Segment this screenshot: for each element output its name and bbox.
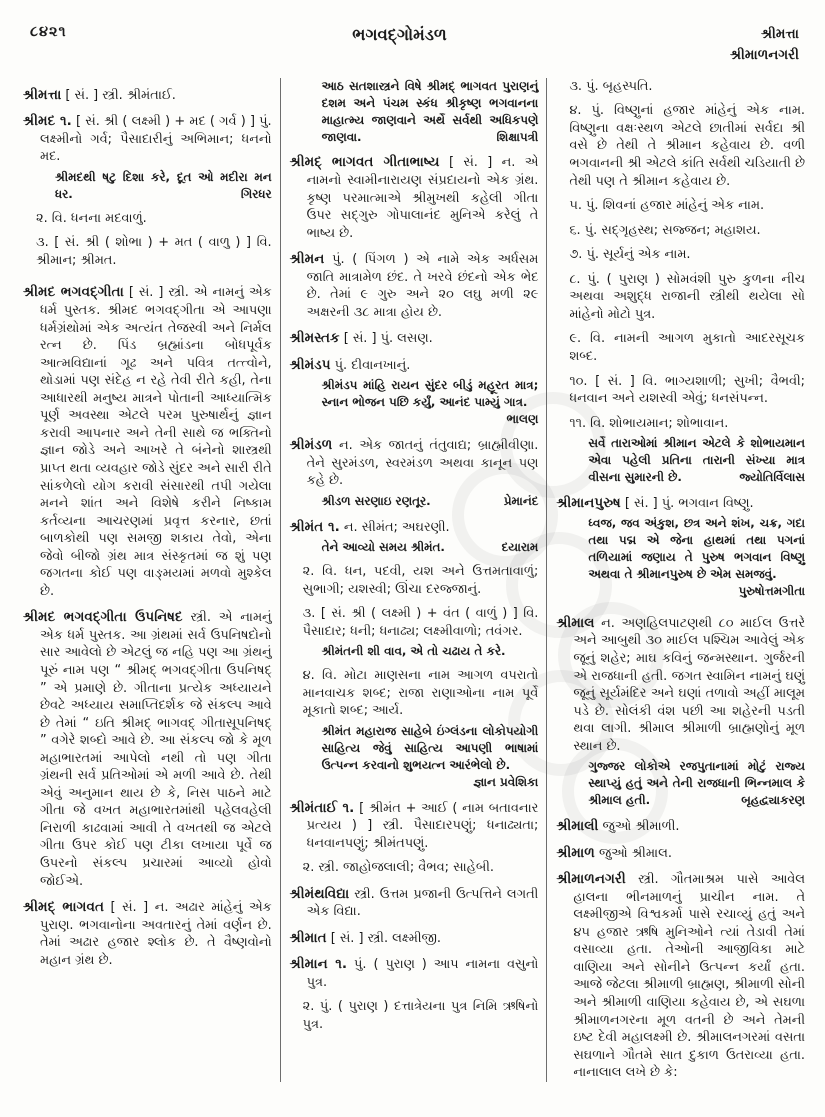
entry-body: [ સં. ] સ્ત્રી. શ્રીમંતાઈ. <box>65 87 176 103</box>
entry-body: [ સં. શ્રી ( લક્ષ્મી ) + મદ ( ગર્વ ) ] પું. લક્ષ્મીનો ગર્વ; પૈસાદારીનું અભિમાન; ધનનો મદ. <box>40 114 272 165</box>
quote-text: ધ્વજ, જવ અંકુશ, છત્ર અને શંખ, ચક્ર, ગદા તથા પદ્મ એ જેના હાથમાં તથા પગનાં તળિયામાં જણાય તે પુરુષ ભગવાન વિષ્ણુ અથવા તે શ્રીમાનપુરુષ છે એમ સમજવું. <box>588 516 806 582</box>
entry-body: ન. અણહિલપાટણથી ૮૦ માઈલ ઉત્તરે અને આબુથી ૩૦ માઈલ પશ્ચિમ આવેલું એક જૂનું શહેર; માઘ કવિનું જન્મસ્થાન. ગુર્જરની એ રાજધાની હતી. જગત સ્વામિન નામનું ઘણું જૂનું સૂર્યમંદિર અને ઘણાં તળાવો અહીં માલૂમ પડે છે. સોલંકી વંશ પછી આ શહેરની પડતી થવા લાગી. શ્રીમાલ શ્રીમાળી બ્રાહ્મણોનું મૂળ સ્થાન છે. <box>573 615 806 754</box>
dictionary-entry <box>290 153 539 242</box>
quote-text: શ્રીમંડપ માંહિ રાયન સુંદર બીડું મહૂરત માત્ર; સ્નાન ભોજન પછિ કર્યું, આનંદ પામ્યું ગાત્ર. <box>321 378 539 410</box>
sense-item: ૯. વિ. નામની આગળ મુકાતો આદરસૂચક શબ્દ. <box>569 331 806 364</box>
quotation <box>290 377 539 428</box>
dictionary-entry <box>290 799 539 853</box>
entry-headword: શ્રીમાત <box>289 929 327 946</box>
page-header <box>0 0 825 70</box>
entry-body: ન. સીમંત; અઘરણી. <box>343 519 450 535</box>
sense-item: ૨. સ્ત્રી. જાહોજલાલી; વૈભવ; સાહેબી. <box>302 860 495 876</box>
sense-item: ૧૦. [ સં. ] વિ. ભાગ્યશાળી; સુખી; વૈભવી; ધનવાન અને યશસ્વી એવું; ધનસંપન્ન. <box>569 373 806 407</box>
dictionary-entry <box>290 329 539 348</box>
sense-item: ૭. પું. સૂર્યનું એક નામ. <box>569 247 691 263</box>
column-2 <box>280 78 547 1082</box>
quotation <box>556 758 805 809</box>
entry-body: [ સં. ] સ્ત્રી. લક્ષ્મીજી. <box>330 930 441 946</box>
quote-attribution: પ્રેમાનંદ <box>503 493 539 508</box>
entry-headword: શ્રીમદ ભગવદ્ગીતા ઉપનિષદ <box>23 609 183 626</box>
quotation <box>290 539 539 556</box>
sense-item: ૩. પું. બૃહસ્પતિ. <box>569 78 653 94</box>
entry-headword: શ્રીમંડળ <box>289 437 333 454</box>
entry-body: [ સં. ] ન. એ નામનો સ્વામીનારાયણ સંપ્રદાયનો એક ગ્રંથ. કૃષ્ણ પરમાત્માએ શ્રીમુખથી કહેલી ગીતા ઉપર સદ્ગુરુ ગોપાલાનંદ મુનિએ કરેલું તે ભાષ્ય છે. <box>306 155 539 241</box>
entry-headword: શ્રીમદ્ ભાગવત ગીતાભાષ્ય <box>289 154 440 171</box>
dictionary-entry <box>556 817 805 836</box>
entry-body: પું. દીવાનખાનું. <box>334 357 411 373</box>
sense-item: ૫. પું. શિવનાં હજાર માંહેનું એક નામ. <box>569 198 765 214</box>
entry-headword: શ્રીમંથવિદ્યા <box>289 885 350 902</box>
entry-headword: શ્રીમંડપ <box>289 356 331 373</box>
quotation <box>23 169 272 203</box>
quote-attribution: પુરુષોત્તમગીતા <box>738 584 806 599</box>
entry-headword: શ્રીમત્તા <box>23 86 62 103</box>
quote-text: આઠ સતશાસ્ત્રને વિષે શ્રીમદ્ ભાગવત પુરાણનું દશમ અને પંચમ સ્કંધ શ્રીકૃષ્ણ ભગવાનના માહાત્મ્ય જાણવાને અર્થે સર્વથી અધિકપણે જાણવા. <box>321 78 539 144</box>
entry-headword: શ્રીમાળનગરી <box>556 871 626 888</box>
guide-word-bottom: શ્રીમાળનગરી <box>730 46 799 63</box>
sense-item: ૬. પું. સદ્ગૃહસ્થ; સજ્જન; મહાશય. <box>569 222 761 238</box>
sense-item: ૧૧. વિ. શોભાયમાન; શોભાવાન. <box>569 415 729 431</box>
quotation <box>290 78 539 146</box>
dictionary-entry <box>556 844 805 863</box>
dictionary-entry <box>290 518 539 537</box>
column-3 <box>546 78 813 1082</box>
quote-text: શ્રીડળ સરણાઇ રણતૂર. <box>321 493 431 508</box>
sense-item: ૨. વિ. ધનના મદવાળું. <box>36 210 147 226</box>
dictionary-entry <box>290 929 539 948</box>
quote-text: સર્વે તારાઓમાં શ્રીમાન એટલે કે શોભાયમાન એવા પહેલી પ્રતિના તારાની સંખ્યા માત્ર વીસના સુમારની છે. <box>588 436 806 484</box>
dictionary-entry <box>290 250 539 321</box>
quote-text: શ્રીમંતની શી વાવ, એ તો ચઢાય તે કરે. <box>321 644 506 659</box>
quote-attribution: ભાલણ <box>506 412 539 427</box>
dictionary-entry <box>290 436 539 490</box>
entry-headword: શ્રીમન <box>289 251 325 268</box>
entry-body: જુઓ શ્રીમાલ. <box>598 845 672 861</box>
guide-words <box>639 24 799 66</box>
dictionary-entry <box>290 356 539 375</box>
dictionary-entry <box>23 86 272 105</box>
dictionary-entry <box>23 112 272 166</box>
dictionary-entry <box>23 898 272 969</box>
quotation <box>290 723 539 791</box>
entry-headword: શ્રીમસ્તક <box>289 330 340 347</box>
sense-item: ૮. પું. ( પુરાણ ) સોમવંશી પુરુ કુળના નીચ અથવા અશુદ્ધ રાજાની સ્ત્રીથી થયેલા સો માંહેનો મોટો પુત્ર. <box>569 271 806 322</box>
page-number: ૮૪૨૧ <box>30 24 67 40</box>
entry-body: સ્ત્રી. એ નામનું એક ધર્મ પુસ્તક. આ ગ્રંથમાં સર્વ ઉપનિષદોનો સાર આવેલો છે એટલું જ નહિ પણ આ ગ્રંથનું પૂરું નામ પણ “ શ્રીમદ્ ભગવદ્ગીતા ઉપનિષદ્ ” એ પ્રમાણે છે. ગીતાના પ્રત્યેક અધ્યાયને છેવટે અધ્યાય સમાપ્તિદર્શક જે સંકલ્પ આવે છે તેમાં “ ઇતિ શ્રીમદ્ ભાગવદ્ ગીતાસૂપનિષદ્ ” વગેરે શબ્દો આવે છે. આ સંકલ્પ જો કે મૂળ મહાભારતમાં આપેલો નથી તો પણ ગીતા ગ્રંથની સર્વ પ્રતિઓમાં એ મળી આવે છે. તેથી એવું અનુમાન થાય છે કે, નિસ પાઠને માટે ગીતા જે વખત મહાભારતમાંથી પહેલવહેલી નિરાળી કાઢવામાં આવી તે વખતથી જ એટલે ગીતા ઉપર કોઈ પણ ટીકા લખાયા પૂર્વે જ ઉપરનો સંકલ્પ પ્રચારમાં આવ્યો હોવો જોઈએ. <box>40 610 272 889</box>
entry-body: સ્ત્રી. ઉત્તમ પ્રજાની ઉત્પત્તિને લગતી એક વિદ્યા. <box>306 886 539 920</box>
quote-attribution: દયારામ <box>501 540 539 555</box>
entry-body: [ સં. ] પું. ભગવાન વિષ્ણુ. <box>624 495 754 511</box>
entry-body: જુઓ શ્રીમાળી. <box>602 819 680 835</box>
quote-text: શ્રીમંત મહારાજ સાહેબે ઇંગ્લંડના લોકોપયોગી સાહિત્ય જેવું સાહિત્ય આપણી ભાષામાં ઉત્પન્ન કરવાનો શુભયત્ન આરંભેલો છે. <box>321 723 539 772</box>
entry-body: [ શ્રીમંત + આઈ ( નામ બતાવનાર પ્રત્યય ) ] સ્ત્રી. પૈસાદારપણું; ધનાઢ્યતા; ધનવાનપણું; શ્રીમંતપણું. <box>306 800 539 851</box>
quote-text: ગુજ્જર લોકોએ રજપુતાનામાં મોટું રાજ્ય સ્થાપ્યું હતું અને તેની રાજધાની ભિન્નમાલ કે શ્રીમાલ હતી. <box>588 759 806 808</box>
entry-body: [ સં. ] પું. લસણ. <box>343 331 433 347</box>
sense-item: ૪. વિ. મોટા માણસના નામ આગળ વપરાતો માનવાચક શબ્દ; રાજા રાણાઓના નામ પૂર્વે મૂકાતો શબ્દ; આર્ય. <box>302 668 539 719</box>
quote-attribution: જ્ઞાન પ્રવેશિકા <box>473 774 539 789</box>
entry-headword: શ્રીમાનપુરુષ <box>556 494 621 511</box>
sense-item: ૩. [ સં. શ્રી ( શોભા ) + મત ( વાળુ ) ] વિ. શ્રીમાન; શ્રીમત. <box>36 235 272 268</box>
entry-headword: શ્રીમાળ <box>556 844 595 861</box>
quotation <box>556 435 805 486</box>
quotation <box>290 493 539 510</box>
entry-headword: શ્રીમદ ૧. <box>23 113 72 130</box>
entry-body: પું. ( પિંગળ ) એ નામે એક અર્ધસમ જાતિ માત્રામેળ છંદ. તે ખરવે છંદનો એક ભેદ છે. તેમાં ૯ ગુરુ અને ૨૦ લઘુ મળી ૨૯ અક્ષરની ૩૮ માત્રા હોય છે. <box>306 252 539 320</box>
sense-item: ૨. વિ. ધન, પદવી, યશ અને ઉત્તમતાવાળું; સુભાગી; યશસ્વી; ઊંચા દરજ્જાનું. <box>302 564 539 597</box>
sense-item: ૩. [ સં. શ્રી ( લક્ષ્મી ) + વંત ( વાળું ) ] વિ. પૈસાદાર; ધની; ધનાઢ્ય; લક્ષ્મીવાળો; તવંગર. <box>302 606 539 639</box>
quote-text: શ્રીમદથી ષટુ દિશા કરે, દૂત ઓ મદીરા મન ધર. <box>55 170 272 201</box>
quotation <box>290 643 539 660</box>
quote-text: તેને આવ્યો સમય શ્રીમંત. <box>321 540 445 555</box>
dictionary-entry <box>290 955 539 991</box>
quote-attribution: ગિરધર <box>240 186 272 201</box>
sense-item: ૨. પું. ( પુરાણ ) દત્તાત્રેયના પુત્ર નિમિ ઋષિનો પુત્ર. <box>302 999 539 1033</box>
quotation <box>556 515 805 600</box>
quote-attribution: જ્યોતિર્વિલાસ <box>739 469 806 484</box>
entry-body: સ્ત્રી. ગૌતમાશ્રમ પાસે આવેલ હાલના ભીનમાળનું પ્રાચીન નામ. તે લક્ષ્મીજીએ વિશ્વકર્મા પાસે રચાવ્યું હતું અને ૪૫ હજાર ઋષિ મુનિઓને ત્યાં તેડાવી તેમાં વસાવ્યા હતા. તેઓની આજીવિકા માટે વાણિયા અને સોનીને ઉત્પન્ન કર્યાં હતા. આજે જેટલા શ્રીમાળી બ્રાહ્મણ, શ્રીમાળી સોની અને શ્રીમાળી વાણિયા કહેવાય છે, એ સઘળા શ્રીમાળનગરના મૂળ વતની છે અને તેમની ઇષ્ટ દેવી મહાલક્ષ્મી છે. શ્રીમાલનગરમાં વસતા સઘળાને ગૌતમે સાત દુકાળ ઉતરાવ્યા હતા. નાનાલાલ લખે છે કે: <box>573 872 806 1081</box>
dictionary-entry <box>290 885 539 921</box>
entry-body: પું. ( પુરાણ ) આપ નામના વસુનો પુત્ર. <box>306 957 539 990</box>
guide-word-top: શ્રીમત્તા <box>760 26 799 42</box>
entry-headword: શ્રીમંત ૧. <box>289 518 340 535</box>
page-content <box>0 70 825 1082</box>
column-1 <box>14 78 280 1082</box>
entry-headword: શ્રીમાલ <box>556 614 595 631</box>
entry-headword: શ્રીમદ્ ભાગવત <box>23 899 104 916</box>
entry-headword: શ્રીમંતાઈ ૧. <box>289 799 355 816</box>
dictionary-entry <box>556 494 805 513</box>
dictionary-entry <box>23 608 272 890</box>
dictionary-entry <box>23 283 272 600</box>
dictionary-entry <box>556 614 805 755</box>
entry-body: [ સં. ] ન. અઢાર માંહેનું એક પુરાણ. ભગવાનોના અવતારનું તેમાં વર્ણન છે. તેમાં અઢાર હજાર શ્લોક છે. તે વૈષ્ણવોનો મહાન ગ્રંથ છે. <box>40 900 272 968</box>
entry-headword: શ્રીમદ ભગવદ્ગીતા <box>23 284 124 301</box>
quote-attribution: શિક્ષાપત્રી <box>496 129 539 144</box>
entry-headword: શ્રીમાલી <box>556 818 599 835</box>
entry-body: ન. એક જાતનું તંતુવાદ્ય; બ્રાહ્મીવીણા. તેને સુરમંડળ, સ્વરમંડળ અથવા કાનૂન પણ કહે છે. <box>306 438 539 489</box>
entry-body: [ સં. ] સ્ત્રી. એ નામનું એક ધર્મ પુસ્તક. શ્રીમદ ભગવદ્ગીતા એ આપણા ધર્મગ્રંથોમાં એક અત્યંત તેજસ્વી અને નિર્મલ રત્ન છે. પિંડ બ્રહ્માંડના બોધપૂર્વક આત્મવિદ્યાનાં ગૂઢ અને પવિત્ર તત્ત્વોને, થોડામાં પણ સંદેહ ન રહે તેવી રીતે કહી, તેના આધારથી મનુષ્ય માત્રને પોતાની આધ્યાત્મિક પૂર્ણ અવસ્થા એટલે પરમ પુરુષાર્થનું જ્ઞાન કરાવી આપનાર અને તેની સાથે જ ભક્તિનો જ્ઞાન જોડે અને આખરે તે બંનેનો શાસ્ત્રથી પ્રાપ્ત થતા વ્યવહાર જોડે સુંદર અને સારી રીતે સાંકળેલો યોગ કરાવી સંસારથી તપી ગયેલા મનને શાંત અને વિશેષે કરીને નિષ્કામ કર્તવ્યના આચરણમાં પ્રવૃત્ત કરનાર, છતાં બાળકોથી પણ સમજી શકાય તેવો, એના જેવો બીજો ગ્રંથ માત્ર સંસ્કૃતમાં જ શું પણ જગતના કોઈ પણ વાઙ્મયમાં મળવો મુશ્કેલ છે. <box>40 285 272 599</box>
sense-item: ૪. પું. વિષ્ણુનાં હજાર માંહેનું એક નામ. વિષ્ણુના વક્ષઃસ્થળ એટલે છાતીમાં સર્વદા શ્રી વસે છે તેથી તે શ્રીમાન કહેવાય છે. વળી ભગવાનની શ્રી એટલે કાંતિ સર્વથી ચડિયાતી છે તેથી પણ તે શ્રીમાન કહેવાય છે. <box>569 103 806 189</box>
quote-attribution: બૃહદ્વ્યાકરણ <box>741 793 806 808</box>
dictionary-entry <box>556 870 805 1082</box>
dictionary-title: ભગવદ્ગોમંડળ <box>352 25 447 44</box>
entry-headword: શ્રીમાન ૧. <box>289 956 348 973</box>
